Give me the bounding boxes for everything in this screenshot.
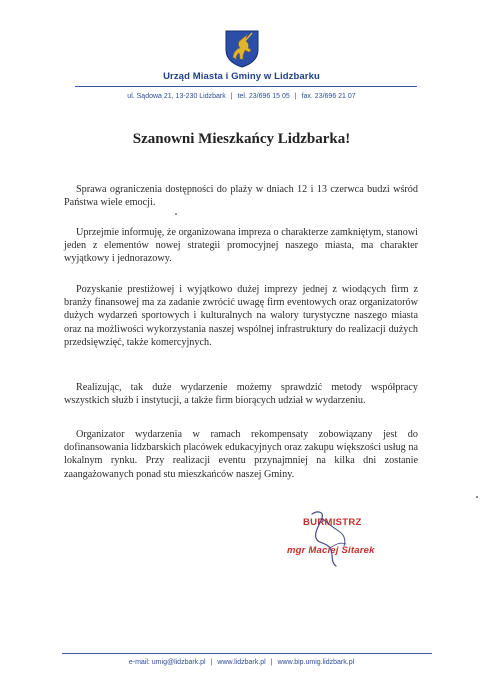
- separator: |: [270, 659, 273, 666]
- contact-line: [0, 93, 483, 100]
- paragraph-text: Pozyskanie prestiżowej i wyjątkowo dużej imprezy jednej z wiodących firm z branży finansowej ma za zadanie zwrócić uwagę firm eventowych oraz organizatorów dużych wydarzeń sportowych i kulturalnych na walory turystyczne naszego miasta oraz na możliwości wykorzystania naszej wspólnej infrastruktury do realizacji dużych przedsięwzięć, także komercyjnych.: [64, 284, 418, 348]
- paragraph: [64, 283, 418, 349]
- paragraph-text: Organizator wydarzenia w ramach rekompensaty zobowiązany jest do dofinansowania lidzbarskich placówek edukacyjnych oraz zakupu większości usług na lokalnym rynku. Przy realizacji eventu przynajmniej na kilka dni zostanie zaangażowanych ponad stu mieszkańców naszej Gminy.: [64, 429, 418, 480]
- paragraph: [64, 381, 418, 407]
- paragraph-text: Realizując, tak duże wydarzenie możemy sprawdzić metody współpracy wszystkich służb i instytucji, a także firm biorących udział w wydarzeniu.: [64, 382, 418, 407]
- footer-bip-link[interactable]: www.bip.umig.lidzbark.pl: [277, 659, 355, 666]
- paragraph-text: Uprzejmie informuję, że organizowana impreza o charakterze zamkniętym, stanowi jeden z elementów nowej strategii promocyjnej naszego miasta, ma charakter wyjątkowy i jednorazowy.: [64, 227, 418, 265]
- paragraph-text: Sprawa ograniczenia dostępności do plaży w dniach 12 i 13 czerwca budzi wśród Państwa wiele emocji.: [64, 184, 418, 209]
- separator: |: [210, 659, 213, 666]
- phone: tel. 23/696 15 05: [237, 93, 290, 100]
- paragraph: [64, 183, 418, 209]
- salutation: Szanowni Mieszkańcy Lidzbarka!: [132, 131, 351, 147]
- speck: [175, 213, 177, 215]
- office-name: Urząd Miasta i Gminy w Lidzbarku: [163, 71, 320, 82]
- coat-of-arms-unicorn-icon: [225, 30, 259, 68]
- separator: |: [230, 93, 233, 100]
- mayor-title: BURMISTRZ: [303, 517, 362, 528]
- footer-contacts: [0, 659, 483, 666]
- footer-website-link[interactable]: www.lidzbark.pl: [217, 659, 266, 666]
- mayor-name: mgr Maciej Sitarek: [287, 545, 375, 556]
- handwritten-signature: [300, 508, 370, 570]
- margin-mark: [476, 496, 478, 498]
- footer-divider: [62, 653, 432, 654]
- address: ul. Sądowa 21, 13-230 Lidzbark: [127, 93, 226, 100]
- paragraph: [64, 428, 418, 481]
- separator: |: [294, 93, 297, 100]
- footer-email[interactable]: e-mail: umig@lidzbark.pl: [128, 659, 206, 666]
- paragraph: [64, 226, 418, 266]
- header-divider: [75, 86, 417, 87]
- fax: fax. 23/696 21 07: [301, 93, 356, 100]
